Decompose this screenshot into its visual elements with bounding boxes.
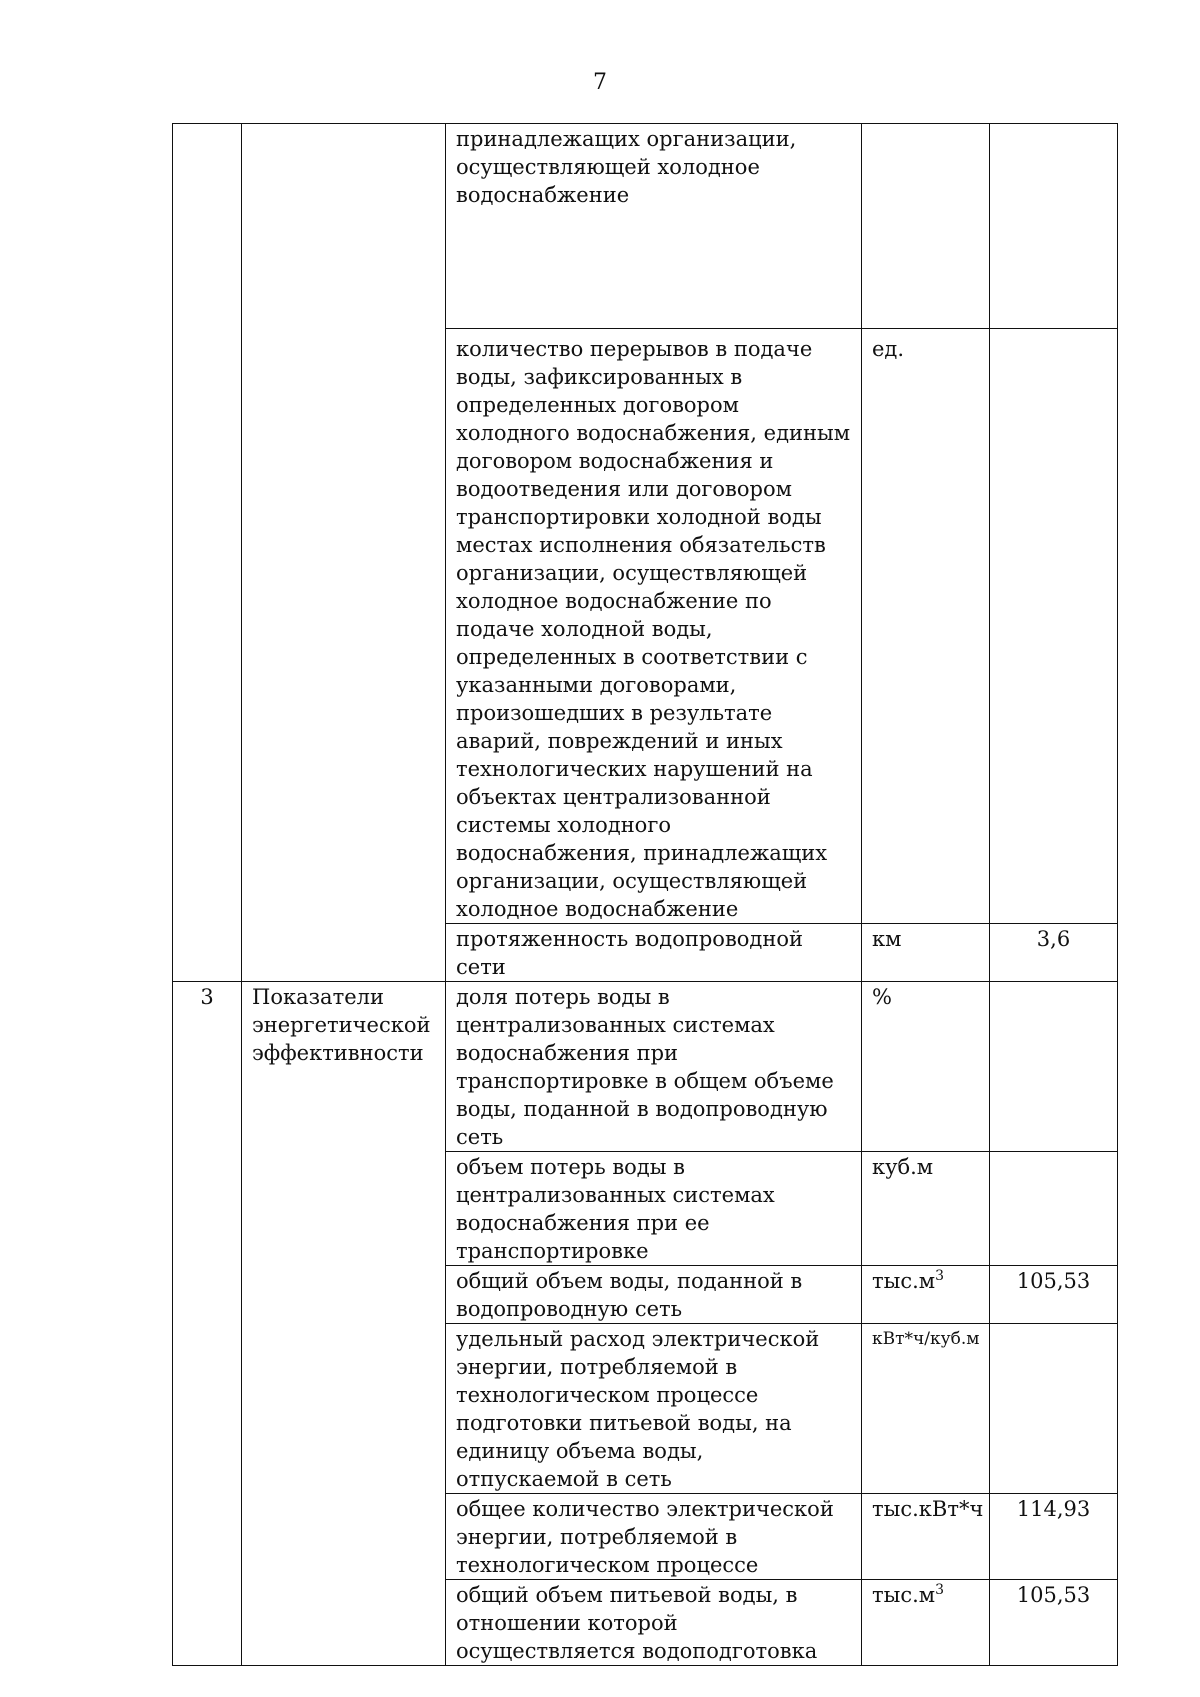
unit-superscript: 3 bbox=[935, 1582, 945, 1598]
unit-cell bbox=[862, 1580, 990, 1666]
value-cell: 3,6 bbox=[990, 924, 1118, 982]
unit-cell bbox=[862, 1266, 990, 1324]
unit-cell: ед. bbox=[862, 329, 990, 924]
unit-cell: тыс.кВт*ч bbox=[862, 1494, 990, 1580]
value-cell: 105,53 bbox=[990, 1580, 1118, 1666]
indicator-cell: общее количество электрической энергии, потребляемой в технологическом процессе bbox=[446, 1494, 862, 1580]
value-cell bbox=[990, 1324, 1118, 1494]
table-row bbox=[173, 124, 1118, 329]
page-number: 7 bbox=[593, 70, 607, 95]
unit-superscript: 3 bbox=[935, 1268, 945, 1284]
indicator-cell: протяженность водопроводной сети bbox=[446, 924, 862, 982]
unit-cell bbox=[862, 124, 990, 329]
group-title-cell: Показатели энергетической эффективности bbox=[242, 982, 446, 1666]
row-number-cell: 3 bbox=[173, 982, 242, 1666]
row-number-cell bbox=[173, 124, 242, 982]
unit-base: тыс.м bbox=[872, 1269, 936, 1293]
unit-cell: куб.м bbox=[862, 1152, 990, 1266]
indicator-cell: количество перерывов в подаче воды, зафиксированных в определенных договором холодного водоснабжения, единым договором водоснабжения и водоотведения или договором транспортировки холодной воды местах исполнения обязательств организации, осуществляющей холодное водоснабжение по подаче холодной воды, определенных в соответствии с указанными договорами, произошедших в результате аварий, повреждений и иных технологических нарушений на объектах централизованной системы холодного водоснабжения, принадлежащих организации, осуществляющей холодное водоснабжение bbox=[446, 329, 862, 924]
unit-cell: % bbox=[862, 982, 990, 1152]
indicator-cell: общий объем воды, поданной в водопроводную сеть bbox=[446, 1266, 862, 1324]
value-cell: 114,93 bbox=[990, 1494, 1118, 1580]
indicator-cell: объем потерь воды в централизованных системах водоснабжения при ее транспортировке bbox=[446, 1152, 862, 1266]
unit-cell: кВт*ч/куб.м bbox=[862, 1324, 990, 1494]
group-title-cell bbox=[242, 124, 446, 982]
value-cell bbox=[990, 1152, 1118, 1266]
indicator-cell bbox=[446, 124, 862, 329]
indicator-cell: общий объем питьевой воды, в отношении которой осуществляется водоподготовка bbox=[446, 1580, 862, 1666]
indicator-cell: доля потерь воды в централизованных системах водоснабжения при транспортировке в общем объеме воды, поданной в водопроводную сеть bbox=[446, 982, 862, 1152]
indicator-cell: удельный расход электрической энергии, потребляемой в технологическом процессе подготовки питьевой воды, на единицу объема воды, отпускаемой в сеть bbox=[446, 1324, 862, 1494]
unit-cell: км bbox=[862, 924, 990, 982]
table-row bbox=[173, 982, 1118, 1152]
value-cell: 105,53 bbox=[990, 1266, 1118, 1324]
indicator-text: принадлежащих организации, осуществляющей холодное водоснабжение bbox=[456, 127, 797, 207]
unit-base: тыс.м bbox=[872, 1583, 936, 1607]
value-cell bbox=[990, 124, 1118, 329]
indicators-table bbox=[172, 123, 1118, 1666]
value-cell bbox=[990, 982, 1118, 1152]
value-cell bbox=[990, 329, 1118, 924]
